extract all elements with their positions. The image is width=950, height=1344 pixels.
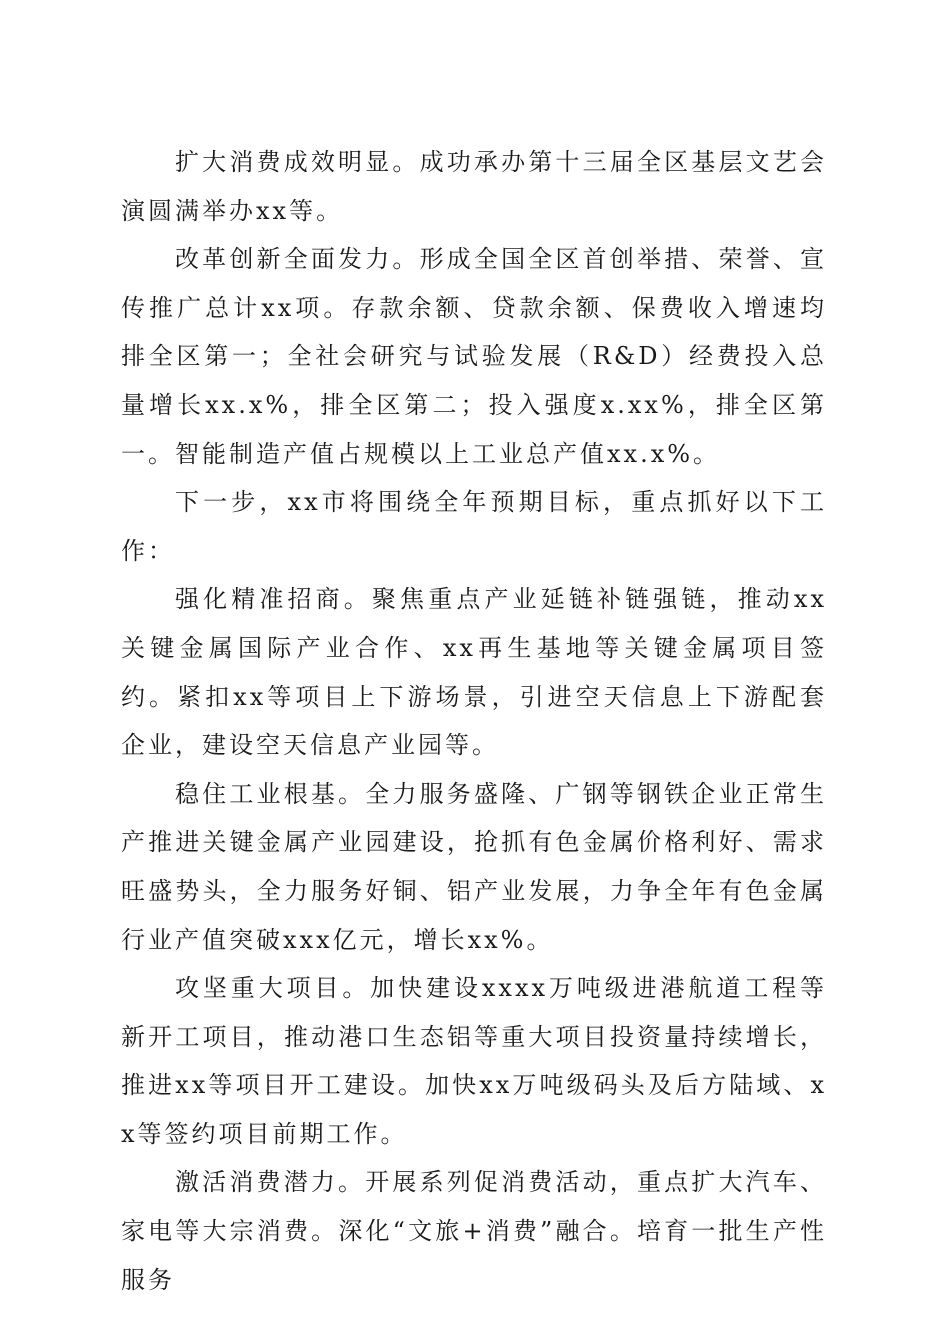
paragraph-consumption-results: 扩大消费成效明显。成功承办第十三届全区基层文艺会演圆满举办xx等。 — [121, 148, 827, 225]
paragraph-industrial-foundation: 稳住工业根基。全力服务盛隆、广钢等钢铁企业正常生产推进关键金属产业园建设，抢抓有色金属价格利好、需求旺盛势头，全力服务好铜、铝产业发展，力争全年有色金属行业产值突破xxx亿元，增长xx%。 — [121, 779, 827, 954]
paragraph-reform-innovation: 改革创新全面发力。形成全国全区首创举措、荣誉、宣传推广总计xx项。存款余额、贷款余额、保费收入增速均排全区第一；全社会研究与试验发展（R&D）经费投入总量增长xx.x%，排全区第二；投入强度x.xx%，排全区第一。智能制造产值占规模以上工业总产值xx.x%。 — [121, 245, 827, 468]
paragraph-next-steps-intro: 下一步，xx市将围绕全年预期目标，重点抓好以下工作： — [121, 488, 827, 565]
document-body — [121, 138, 827, 1304]
paragraph-investment-attraction: 强化精准招商。聚焦重点产业延链补链强链，推动xx关键金属国际产业合作、xx再生基地等关键金属项目签约。紧扣xx等项目上下游场景，引进空天信息上下游配套企业，建设空天信息产业园等。 — [121, 585, 827, 760]
paragraph-major-projects: 攻坚重大项目。加快建设xxxx万吨级进港航道工程等新开工项目，推动港口生态铝等重大项目投资量持续增长，推进xx等项目开工建设。加快xx万吨级码头及后方陆域、xx等签约项目前期工作。 — [121, 974, 827, 1148]
paragraph-consumption-potential: 激活消费潜力。开展系列促消费活动，重点扩大汽车、家电等大宗消费。深化“文旅+消费”融合。培育一批生产性服务 — [121, 1168, 827, 1294]
